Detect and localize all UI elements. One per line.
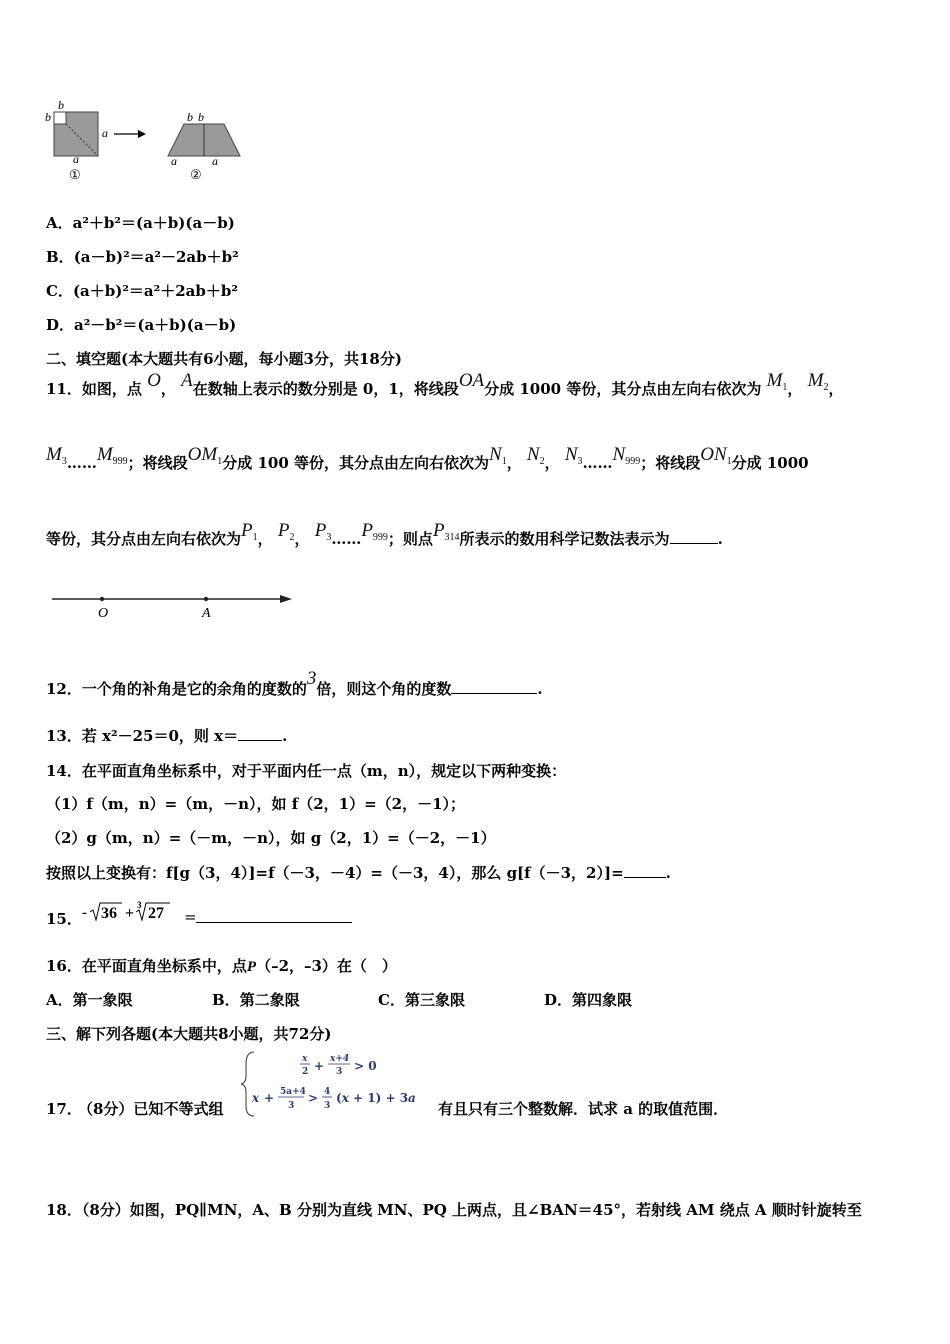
option-text: (a－b)²＝a²－2ab＋b²: [73, 248, 239, 266]
svg-text:5a+4: 5a+4: [280, 1087, 306, 1097]
question-number: 15．: [46, 910, 82, 928]
svg-text:4: 4: [324, 1087, 331, 1097]
option-text: a²＋b²＝(a＋b)(a－b): [72, 214, 235, 232]
question-number: 11．: [46, 380, 82, 398]
q14-line2: （1）f（m，n）=（m，－n），如 f（2，1）=（2，－1）；: [46, 795, 466, 813]
q13-text: 若 x²－25＝0，则 x＝: [81, 727, 239, 745]
q16-option-d[interactable]: D．第四象限: [544, 991, 633, 1009]
option-a[interactable]: [46, 212, 235, 233]
question-number: 14．: [46, 762, 82, 780]
option-text: (a＋b)²＝a²＋2ab＋b²: [72, 282, 238, 300]
q15-minus: -: [82, 905, 87, 921]
option-label: B．: [46, 248, 74, 266]
question-number: 13．: [46, 727, 82, 745]
answer-blank[interactable]: [624, 863, 666, 878]
svg-text:(x + 1) + 3a: (x + 1) + 3a: [336, 1091, 416, 1105]
option-b[interactable]: [46, 246, 239, 267]
question-number: 12．: [46, 680, 82, 698]
svg-text:+: +: [264, 1091, 275, 1105]
section-heading-2: 二、填空题(本大题共有6小题，每小题3分，共18分): [46, 350, 402, 368]
svg-text:x+4: x+4: [330, 1054, 350, 1064]
q14-text: 按照以上变换有：f[g（3，4）]=f（－3，－4）=（－3，4），那么 g[f（－3，2）]=: [46, 864, 624, 882]
q12: 12．一个角的补角是它的余角的度数的3倍，则这个角的度数 .: [46, 668, 543, 698]
figure-label: a: [73, 152, 79, 166]
svg-text:+: +: [314, 1059, 325, 1073]
q16-option-c[interactable]: C．第三象限: [378, 991, 465, 1009]
q11-line2: $M_3\dots\dots M_{999}$；将线段$OM_1$分成 100 等份，其分点由左向右依次为$N_1$， $N_2$， $N_3\dots\dots N_{999}$；将线段$ON_1$分成 1000: [46, 444, 809, 472]
q15-radicand-1: 36: [101, 905, 117, 922]
number-line-figure: [50, 590, 300, 626]
figure-label: a: [102, 126, 108, 140]
figure-label: a: [212, 154, 218, 168]
option-label: C．: [46, 282, 73, 300]
figure-label: b: [58, 98, 64, 112]
figure-caption-2: ②: [190, 168, 202, 183]
q16-option-b[interactable]: B．第二象限: [212, 991, 300, 1009]
question-number: 16．: [46, 957, 82, 975]
q11-line3: 等份，其分点由左向右依次为$P_1$， $P_2$， $P_3\dots\dots P_{999}$；则点$P_{314}$所表示的数用科学记数法表示为 .: [46, 520, 723, 548]
q18: [46, 1199, 862, 1220]
figure-label: b: [187, 110, 193, 124]
figure-caption-1: ①: [69, 168, 81, 183]
q11-text: 分成 1000: [731, 454, 809, 472]
q14-line4: 按照以上变换有：f[g（3，4）]=f（－3，－4）=（－3，4），那么 g[f（－3，2）]= .: [46, 864, 671, 882]
question-number: 18．: [46, 1201, 82, 1219]
section-heading-3: 三、解下列各题(本大题共8小题，共72分): [46, 1025, 332, 1043]
q17: [46, 1050, 926, 1120]
answer-blank[interactable]: [238, 726, 282, 741]
q13: 13．若 x²－25＝0，则 x＝ .: [46, 727, 288, 745]
option-label: A．: [46, 214, 73, 232]
answer-blank[interactable]: [451, 679, 537, 694]
q17-text: （8分）已知不等式组: [78, 1100, 224, 1118]
svg-text:>: >: [308, 1091, 319, 1105]
svg-text:> 0: > 0: [354, 1059, 377, 1073]
q11-text: 等份，其分点由左向右依次为: [46, 530, 242, 548]
q18-text: （8分）如图，PQ∥MN，A、B 分别为直线 MN、PQ 上两点，且∠BAN＝45°，若射线 AM 绕点 A 顺时针旋转至: [81, 1201, 862, 1219]
svg-text:3: 3: [336, 1067, 343, 1077]
q11-text: 分成 100 等份，其分点由左向右依次为: [222, 454, 489, 472]
option-d[interactable]: [46, 314, 236, 335]
q12-text: 一个角的补角是它的余角的度数的: [81, 680, 307, 698]
axis-label-o: O: [98, 606, 109, 621]
q15: [46, 900, 197, 930]
q15-expression: [82, 900, 172, 926]
option-text: a²－b²＝(a＋b)(a－b): [74, 316, 237, 334]
q16-text: （–2，–3）在（ ）: [256, 957, 397, 975]
q11-text: ；将线段: [640, 454, 701, 472]
svg-text:3: 3: [324, 1101, 331, 1111]
q15-equals: =: [184, 908, 197, 926]
q11-text: ；将线段: [127, 454, 188, 472]
svg-text:2: 2: [302, 1067, 309, 1077]
inequality-system: [240, 1050, 440, 1118]
figure-label: a: [171, 154, 177, 168]
answer-blank[interactable]: [196, 908, 352, 923]
svg-text:x: x: [252, 1091, 260, 1105]
q14-line1: [46, 760, 566, 781]
figure-label: b: [45, 110, 51, 124]
q14-text: 在平面直角坐标系中，对于平面内任一点（m，n），规定以下两种变换：: [81, 762, 567, 780]
figure-label: b: [198, 110, 204, 124]
answer-blank[interactable]: [670, 529, 718, 544]
q11-text: 所表示的数用科学记数法表示为: [459, 530, 670, 548]
q16-option-a[interactable]: A．第一象限: [46, 991, 133, 1009]
option-c[interactable]: [46, 280, 238, 301]
q14-line3: （2）g（m，n）=（－m，－n），如 g（2，1）=（－2，－1）: [46, 829, 496, 847]
q11-line1: 11．如图，点 O， A在数轴上表示的数分别是 0，1，将线段OA分成 1000 等份，其分点由左向右依次为 $M_1$， $M_2$，: [46, 370, 844, 398]
axis-label-a: A: [202, 606, 211, 621]
svg-text:x: x: [302, 1054, 308, 1064]
q17-text: 有且只有三个整数解．试求 a 的取值范围．: [438, 1100, 729, 1118]
question-number: 17．: [46, 1100, 82, 1118]
q11-text: 在数轴上表示的数分别是 0，1，将线段: [192, 380, 459, 398]
q12-text: 倍，则这个角的度数: [316, 680, 452, 698]
option-label: D．: [46, 316, 75, 334]
q11-text: ；则点: [387, 530, 433, 548]
q15-index: 3: [137, 900, 142, 910]
q15-plus: +: [125, 905, 135, 922]
square-trapezoid-figure: [40, 98, 250, 188]
q12-number: 3: [306, 668, 317, 689]
svg-text:3: 3: [288, 1101, 295, 1111]
q15-radicand-2: 27: [148, 905, 164, 922]
q11-text: 如图，点: [81, 380, 142, 398]
q16-text: 在平面直角坐标系中，点: [81, 957, 247, 975]
q16: [46, 955, 397, 976]
q11-text: 分成 1000 等份，其分点由左向右依次为: [484, 380, 762, 398]
q16-point: P: [246, 959, 257, 975]
